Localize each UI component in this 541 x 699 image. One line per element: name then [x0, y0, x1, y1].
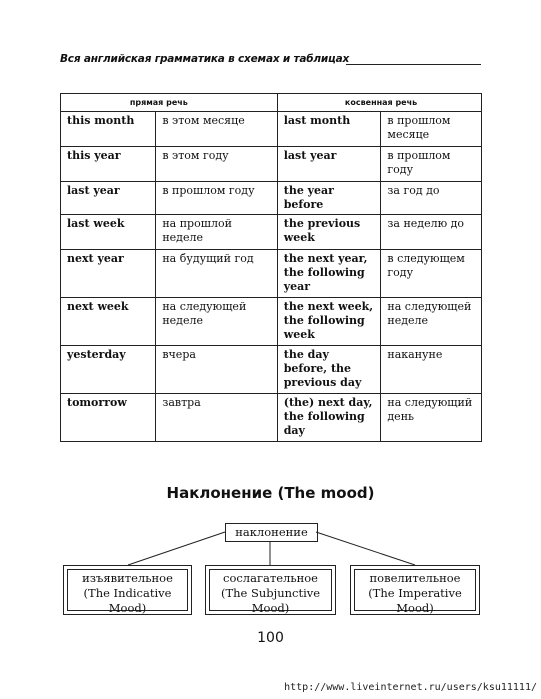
mood-en-label: (The Indicative Mood)	[83, 586, 172, 615]
table-cell: за год до	[381, 182, 482, 215]
table-cell: в прошлом году	[156, 182, 277, 215]
table-cell: next year	[61, 250, 156, 298]
table-cell: в прошлом месяце	[381, 112, 482, 147]
speech-table	[60, 93, 482, 442]
table-cell: the next week, the following week	[277, 298, 381, 346]
table-row	[61, 112, 482, 147]
table-cell: last year	[61, 182, 156, 215]
table-cell: завтра	[156, 394, 277, 442]
table-cell: на следующей неделе	[156, 298, 277, 346]
table-cell: за неделю до	[381, 215, 482, 250]
table-cell: the year before	[277, 182, 381, 215]
subjunctive-mood-box	[205, 565, 336, 615]
table-cell: this month	[61, 112, 156, 147]
table-cell: last week	[61, 215, 156, 250]
table-cell: next week	[61, 298, 156, 346]
mood-root-box: наклонение	[225, 523, 318, 542]
mood-ru-label: изъявительное	[82, 571, 173, 585]
page-number: 100	[257, 630, 284, 646]
table-cell: the day before, the previous day	[277, 346, 381, 394]
table-cell: в следующем году	[381, 250, 482, 298]
mood-en-label: (The Subjunctive Mood)	[220, 586, 321, 615]
table-cell: на следующий день	[381, 394, 482, 442]
table-header-row	[61, 94, 482, 112]
table-cell: last month	[277, 112, 381, 147]
table-cell: the next year, the following year	[277, 250, 381, 298]
mood-ru-label: сослагательное	[223, 571, 318, 585]
table-cell: вчера	[156, 346, 277, 394]
table-cell: last year	[277, 147, 381, 182]
table-cell: yesterday	[61, 346, 156, 394]
indicative-mood-box	[63, 565, 192, 615]
table-cell: tomorrow	[61, 394, 156, 442]
box-inner-frame	[354, 569, 476, 615]
table-row	[61, 147, 482, 182]
imperative-mood-box	[350, 565, 480, 615]
table-row	[61, 394, 482, 442]
table-cell: the previous week	[277, 215, 381, 250]
table-cell: на следующей неделе	[381, 298, 482, 346]
table-row	[61, 250, 482, 298]
table-cell: в прошлом году	[381, 147, 482, 182]
mood-en-label: (The Imperative Mood)	[368, 586, 462, 615]
box-inner-frame	[67, 569, 188, 615]
table-cell: на прошлой неделе	[156, 215, 277, 250]
header-rule	[346, 64, 481, 65]
running-header: Вся английская грамматика в схемах и таблицах	[60, 53, 350, 65]
header-indirect-speech: косвенная речь	[381, 94, 482, 112]
box-inner-frame	[209, 569, 332, 615]
table-cell: накануне	[381, 346, 482, 394]
table-cell: в этом месяце	[156, 112, 277, 147]
table-cell: (the) next day, the following day	[277, 394, 381, 442]
table-row	[61, 298, 482, 346]
mood-ru-label: повелительное	[369, 571, 461, 585]
table-cell: в этом году	[156, 147, 277, 182]
table-cell: this year	[61, 147, 156, 182]
header-direct-speech: прямая речь	[156, 94, 277, 112]
mood-section-title: Наклонение (The mood)	[166, 484, 375, 502]
watermark-url: http://www.liveinternet.ru/users/ksu11111/	[284, 682, 537, 693]
table-row	[61, 182, 482, 215]
table-row	[61, 215, 482, 250]
table-row	[61, 346, 482, 394]
table-cell: на будущий год	[156, 250, 277, 298]
